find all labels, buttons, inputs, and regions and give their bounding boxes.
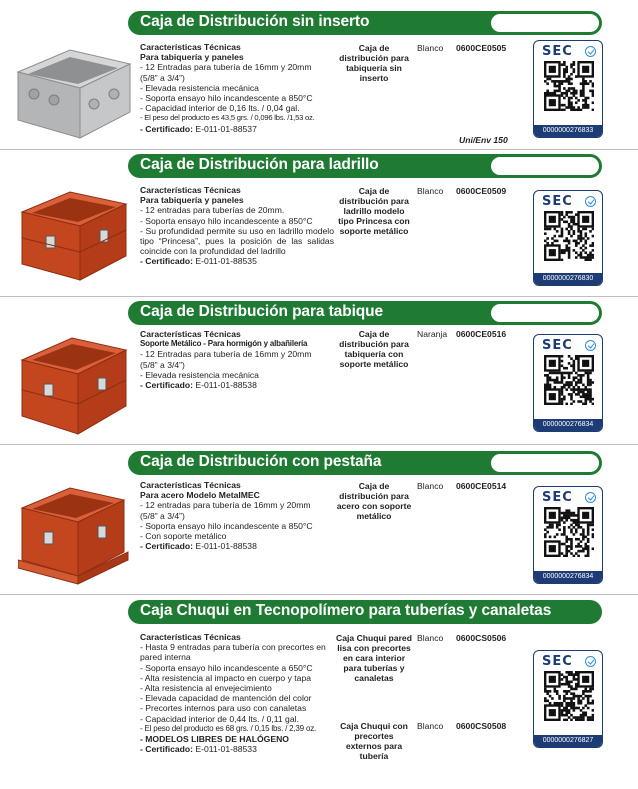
grey-box-photo xyxy=(10,42,135,142)
divider xyxy=(0,594,638,595)
specs-heading: Características Técnicas xyxy=(140,42,241,52)
product-code: 0600CE0514 xyxy=(456,481,507,491)
divider xyxy=(0,149,638,150)
section-banner-2 xyxy=(128,154,602,178)
qr-code xyxy=(544,355,594,405)
spec-line: - Soporta ensayo hilo incandescente a 850°C xyxy=(140,215,313,226)
spec-line: - Capacidad interior de 0,16 lts. / 0,04 gal. xyxy=(140,103,300,114)
product-description: Caja de distribución para acero con soporte metálico xyxy=(336,481,412,521)
section-banner-1 xyxy=(128,11,602,35)
qr-code xyxy=(544,671,594,721)
sec-certificate-badge xyxy=(533,486,603,584)
specs-heading: Características Técnicas xyxy=(140,329,241,339)
qr-code xyxy=(544,211,594,261)
specs-block xyxy=(140,185,334,267)
verified-check-icon xyxy=(585,196,596,207)
specs-subheading: Para acero Modelo MetalMEC xyxy=(140,490,260,501)
spec-line: - Alta resistencia al impacto en cuerpo y tapa xyxy=(140,672,312,683)
product-code: 0600CE0505 xyxy=(456,43,507,53)
spec-line: - 12 Entradas para tubería de 16mm y 20mm xyxy=(140,62,312,73)
specs-subheading: Para tabiquería y paneles xyxy=(140,52,244,63)
product-code: 0600CE0516 xyxy=(456,329,507,339)
banner-pill xyxy=(491,157,599,175)
section-banner-4 xyxy=(128,451,602,475)
spec-line: - Soporta ensayo hilo incandescente a 850°C xyxy=(140,520,313,531)
section-banner-3 xyxy=(128,301,602,325)
verified-check-icon xyxy=(585,492,596,503)
cert-label: - Certificado: xyxy=(140,541,193,552)
spec-line: - Su profundidad permite su uso en ladrillo modelo tipo “Princesa”, pues la posición de las salidas coincide con la profundidad del ladrillo xyxy=(140,225,334,257)
product-description: Caja Chuqui pared lisa con precortes en cara interior para tuberías y canaletas xyxy=(336,633,412,683)
sec-number: 0000000276833 xyxy=(534,125,602,137)
section-title: Caja Chuqui en Tecnopolímero para tuberías y canaletas xyxy=(140,602,552,619)
specs-block xyxy=(140,42,334,134)
specs-heading: Características Técnicas xyxy=(140,480,241,490)
specs-heading: Características Técnicas xyxy=(140,185,241,195)
section-title: Caja de Distribución sin inserto xyxy=(140,13,370,30)
spec-line: - El peso del producto es 68 grs. / 0,15 lbs. / 2,39 oz. xyxy=(140,723,317,733)
product-code: 0600CE0509 xyxy=(456,186,507,196)
product-color: Blanco xyxy=(417,633,444,643)
sec-logo: SEC xyxy=(542,44,573,59)
product-color: Blanco xyxy=(417,186,444,196)
sec-certificate-badge xyxy=(533,334,603,432)
spec-line: - Hasta 9 entradas para tubería con precortes en pared interna xyxy=(140,642,326,663)
orange-box-photo xyxy=(18,186,130,286)
section-banner-chuqui xyxy=(128,600,602,624)
qr-code xyxy=(544,61,594,111)
product-description: Caja Chuqui con precortes externos para tubería xyxy=(340,721,408,761)
spec-line: - Elevada resistencia mecánica xyxy=(140,82,259,93)
orange-flange-box-photo xyxy=(18,480,130,588)
cert-label: - Certificado: xyxy=(140,744,193,755)
sec-logo: SEC xyxy=(542,490,573,505)
product-description: Caja de distribución para ladrillo modelo tipo Princesa con soporte metálico xyxy=(338,186,410,236)
divider xyxy=(0,444,638,445)
sec-number: 0000000276830 xyxy=(534,273,602,285)
spec-line: - Soporta ensayo hilo incandescente a 650°C xyxy=(140,662,313,673)
cert-value: E-011-01-88538 xyxy=(193,541,257,552)
spec-line: (5/8” a 3/4”) xyxy=(140,510,185,521)
spec-line: - 12 Entradas para tubería de 16mm y 20mm xyxy=(140,349,312,360)
sec-number: 0000000276834 xyxy=(534,419,602,431)
product-description: Caja de distribución para tabiquería sin inserto xyxy=(339,43,409,83)
spec-line: - El peso del producto es 43,5 grs. / 0,096 lbs. /1,53 oz. xyxy=(140,113,315,123)
specs-block xyxy=(140,480,334,551)
product-color: Naranja xyxy=(417,329,448,339)
spec-line: - Elevada capacidad de mantención del color xyxy=(140,693,312,704)
sec-logo: SEC xyxy=(542,194,573,209)
spec-line: - Con soporte metálico xyxy=(140,531,227,542)
sec-certificate-badge xyxy=(533,650,603,748)
banner-pill xyxy=(491,14,599,32)
spec-line: - Soporta ensayo hilo incandescente a 850°C xyxy=(140,93,313,104)
cert-label: - Certificado: xyxy=(140,123,193,134)
verified-check-icon xyxy=(585,656,596,667)
specs-block xyxy=(140,329,334,390)
banner-pill xyxy=(491,304,599,322)
spec-line: - Elevada resistencia mecánica xyxy=(140,369,259,380)
cert-value: E-011-01-88538 xyxy=(193,380,257,391)
specs-subheading: Para tabiquería y paneles xyxy=(140,195,244,206)
cert-value: E-011-01-88537 xyxy=(193,123,257,134)
spec-line: - Precortes internos para uso con canaletas xyxy=(140,703,307,714)
product-color: Blanco xyxy=(417,481,444,491)
product-description: Caja de distribución para tabiquería con soporte metálico xyxy=(339,329,409,369)
qr-code xyxy=(544,507,594,557)
specs-block xyxy=(140,632,334,754)
spec-line: (5/8” a 3/4”) xyxy=(140,72,185,83)
spec-line: - Alta resistencia al envejecimiento xyxy=(140,683,272,694)
sec-logo: SEC xyxy=(542,654,573,669)
sec-logo: SEC xyxy=(542,338,573,353)
units-per-pack: Uni/Env 150 xyxy=(459,135,508,145)
cert-value: E-011-01-88533 xyxy=(193,744,257,755)
verified-check-icon xyxy=(585,46,596,57)
section-title: Caja de Distribución con pestaña xyxy=(140,453,382,470)
verified-check-icon xyxy=(585,340,596,351)
spec-line: - Capacidad interior de 0,44 lts. / 0,11 gal. xyxy=(140,713,299,724)
cert-label: - Certificado: xyxy=(140,256,193,267)
section-title: Caja de Distribución para ladrillo xyxy=(140,156,379,173)
spec-line: - 12 entradas para tuberías de 20mm. xyxy=(140,205,285,216)
sec-certificate-badge xyxy=(533,40,603,138)
divider xyxy=(0,296,638,297)
product-color: Blanco xyxy=(417,43,444,53)
spec-line: (5/8” a 3/4”) xyxy=(140,359,185,370)
banner-pill xyxy=(491,454,599,472)
spec-line: - 12 entradas para tubería de 16mm y 20mm xyxy=(140,500,311,511)
specs-heading: Características Técnicas xyxy=(140,632,241,642)
halogen-free-note: - MODELOS LIBRES DE HALÓGENO xyxy=(140,734,289,745)
sec-number: 0000000276827 xyxy=(534,735,602,747)
section-title: Caja de Distribución para tabique xyxy=(140,303,384,320)
product-code: 0600CS0508 xyxy=(456,721,507,731)
cert-label: - Certificado: xyxy=(140,380,193,391)
orange-box-photo xyxy=(18,330,130,438)
sec-number: 0000000276834 xyxy=(534,571,602,583)
specs-subheading: Soporte Metálico - Para hormigón y albañilería xyxy=(140,339,308,349)
product-code: 0600CS0506 xyxy=(456,633,507,643)
cert-value: E-011-01-88535 xyxy=(193,256,257,267)
sec-certificate-badge xyxy=(533,190,603,286)
product-color: Blanco xyxy=(417,721,444,731)
